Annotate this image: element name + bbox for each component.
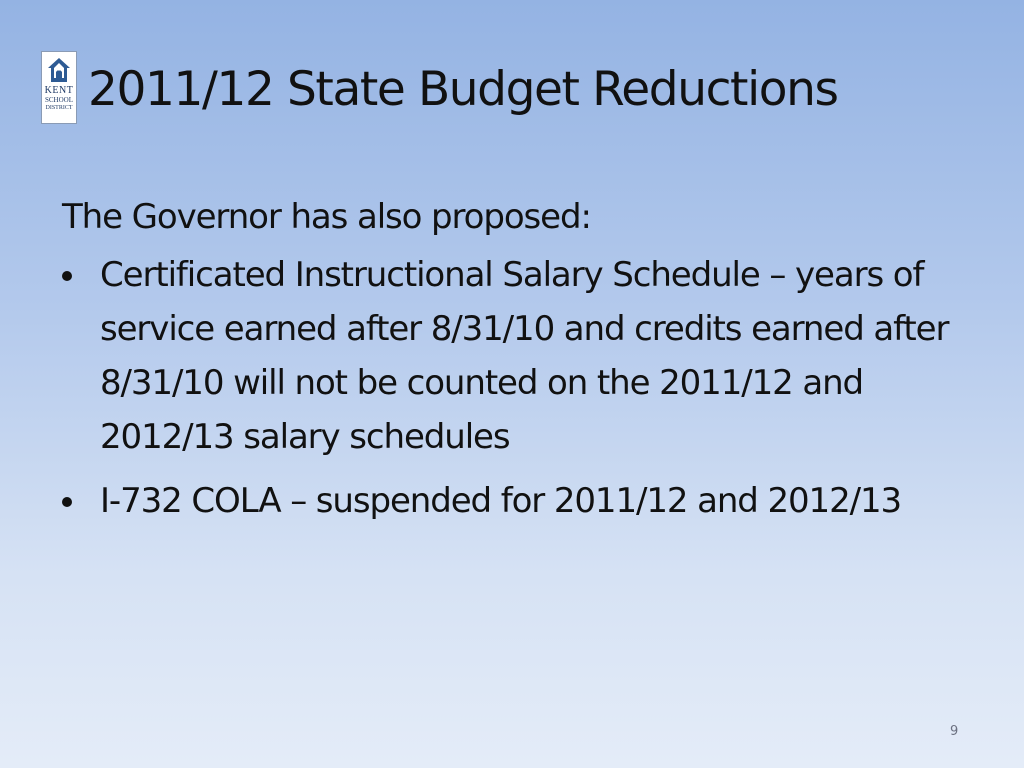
bullet-text: Certificated Instructional Salary Schedule – years of service earned after 8/31/10 and credits earned after 8/31/10 will not be counted on the 2011/12 and 2012/13 salary schedules <box>100 255 949 457</box>
bullet-item-salary-schedule <box>62 248 962 464</box>
bullet-text: I-732 COLA – suspended for 2011/12 and 2012/13 <box>100 481 902 521</box>
logo-text-district: DISTRICT <box>45 105 73 111</box>
slide-title: 2011/12 State Budget Reductions <box>88 62 838 117</box>
bullet-dot-icon <box>62 497 72 507</box>
bullet-list <box>62 248 962 528</box>
logo-text-kent: KENT <box>44 85 74 96</box>
bullet-dot-icon <box>62 271 72 281</box>
logo-text-school: SCHOOL <box>44 96 73 104</box>
kent-school-district-logo <box>41 51 77 124</box>
slide-number: 9 <box>950 724 959 739</box>
bullet-item-cola <box>62 474 962 528</box>
kent-school-district-logo-icon <box>45 56 73 84</box>
slide-body <box>62 190 962 538</box>
intro-text: The Governor has also proposed: <box>62 197 591 237</box>
